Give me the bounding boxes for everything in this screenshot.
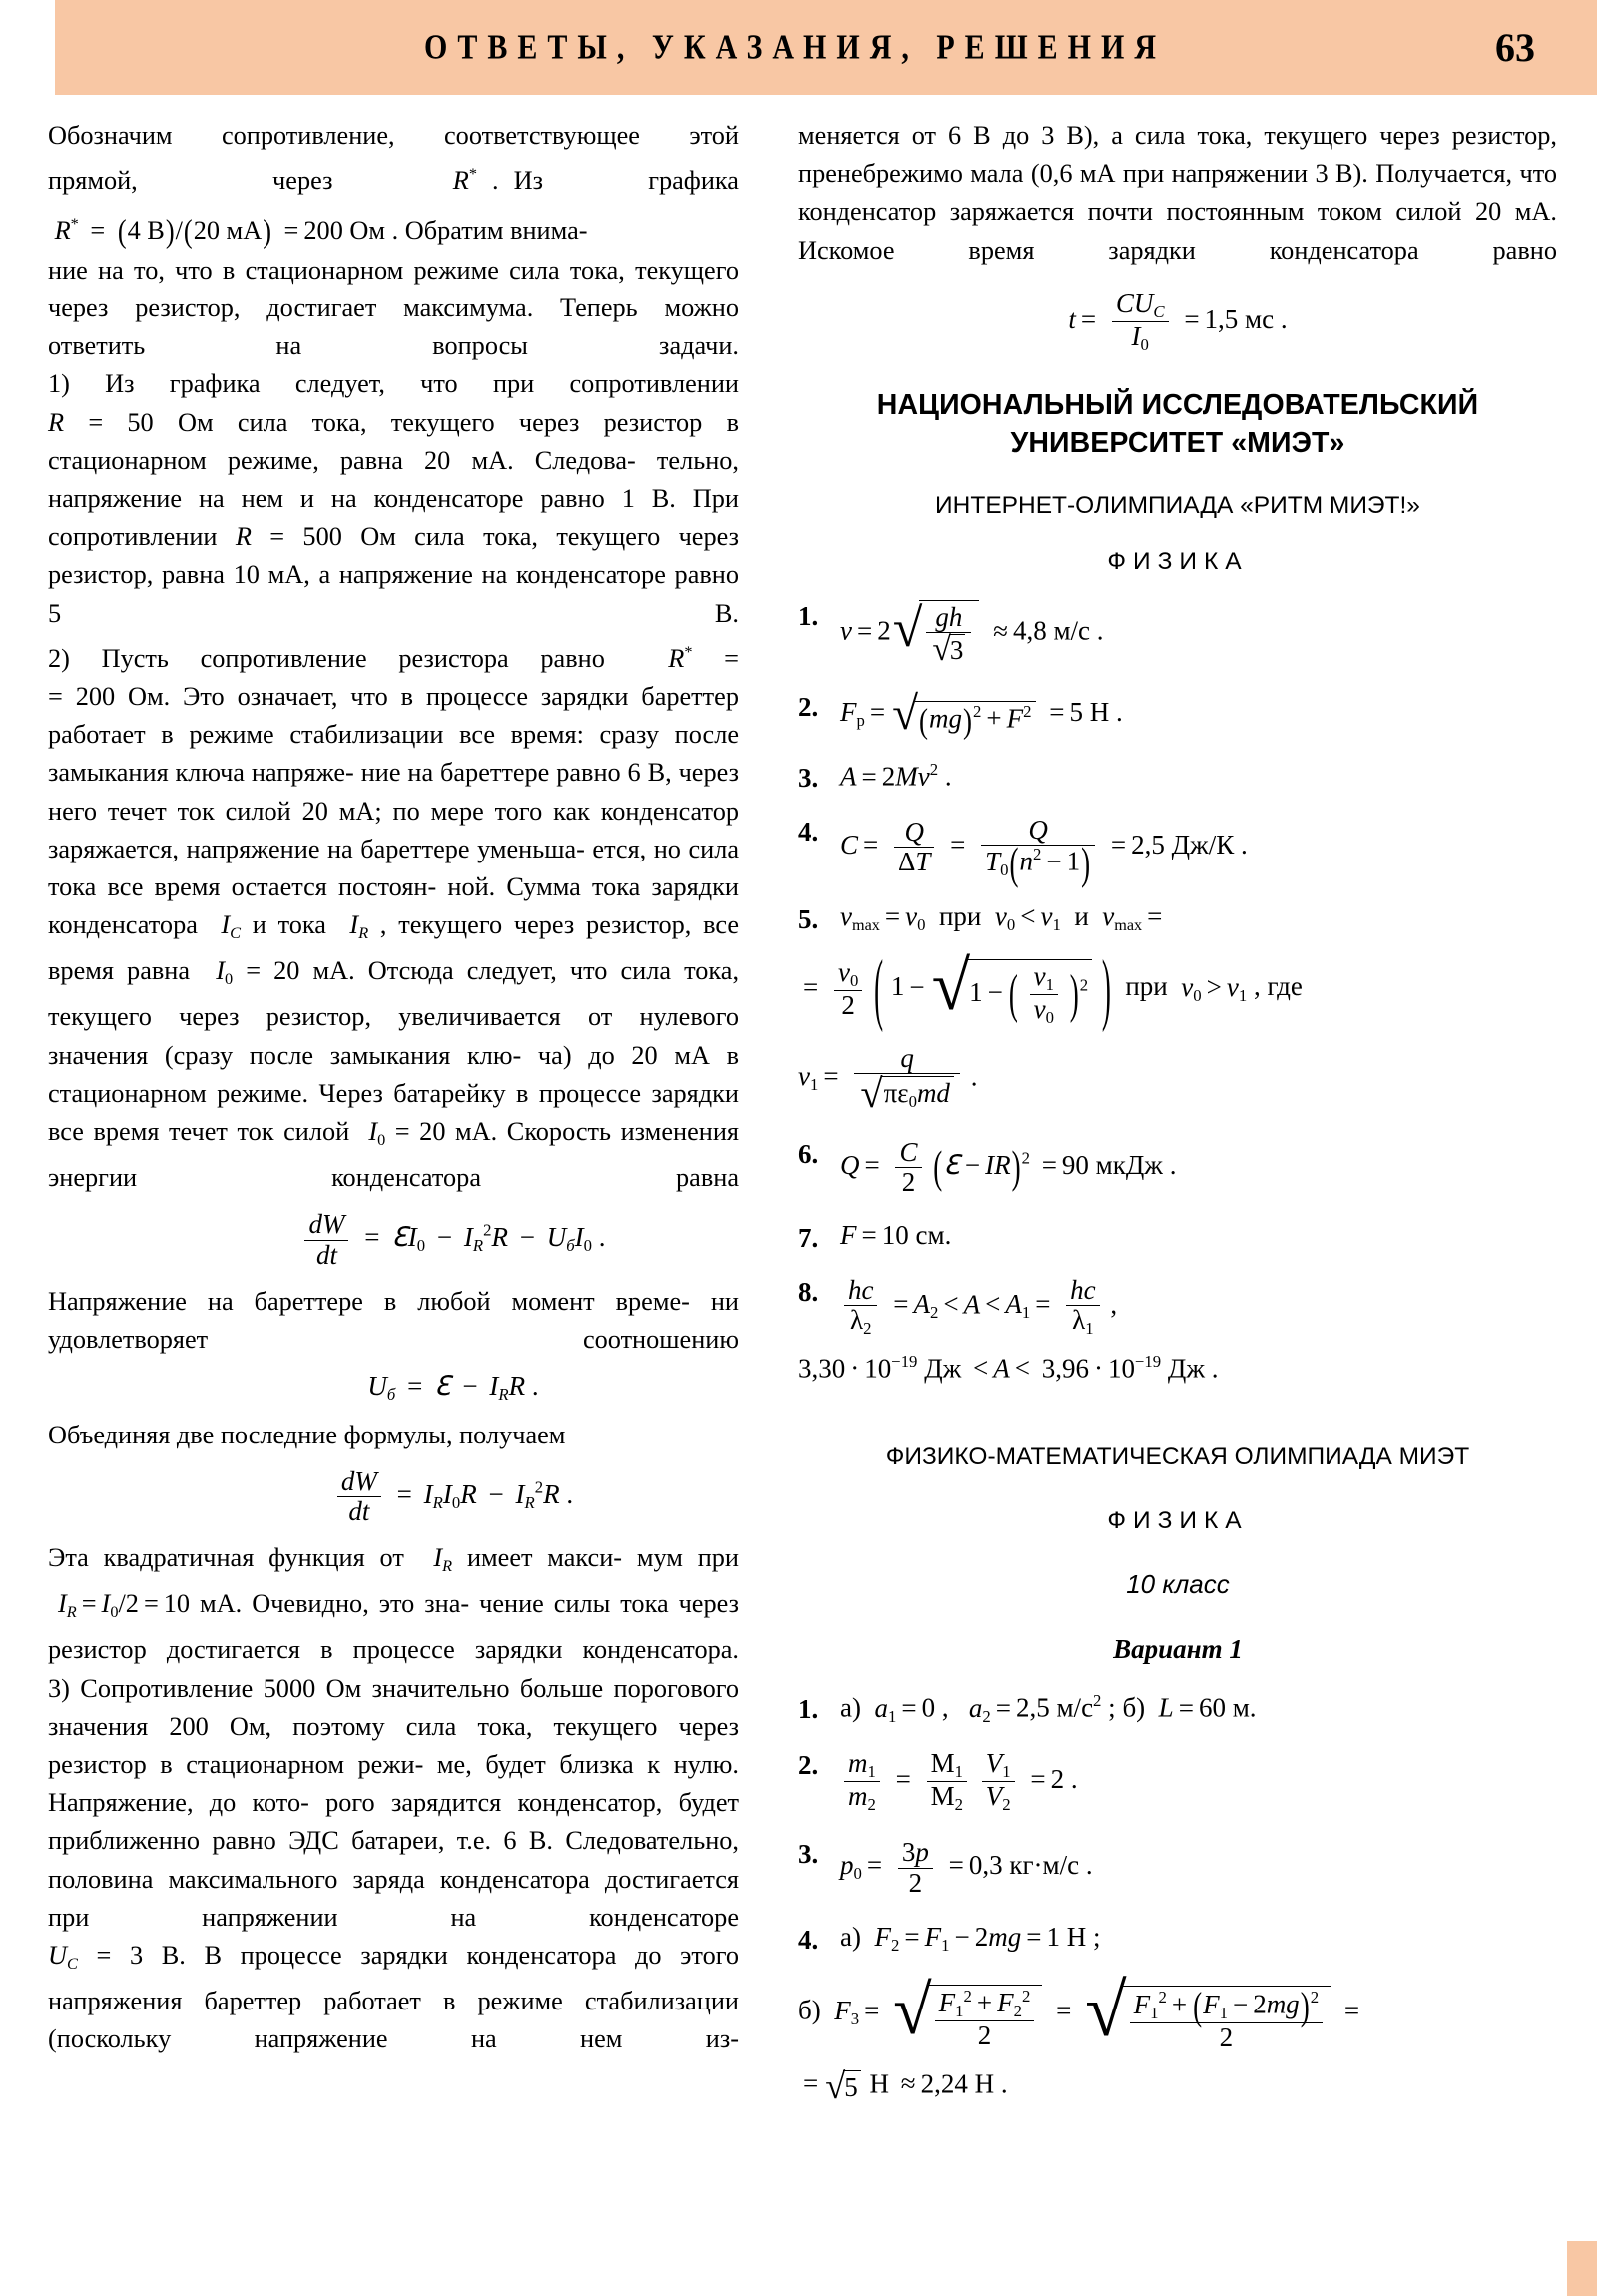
right-column bbox=[789, 95, 1597, 2296]
item2-body-b: и тока bbox=[252, 910, 326, 940]
intro-text-a: Обозначим сопротивление, соответствующее этой bbox=[48, 121, 739, 150]
exp-lo: −19 bbox=[891, 1351, 918, 1371]
answer2-body-1: а) $a_1 = 0$ , $a_2 = 2,5$ $м/с^2$ ; б) L = 60 м. bbox=[840, 1691, 1257, 1726]
answer2-item-4 bbox=[798, 1922, 1557, 1955]
val-v1: 4,8 bbox=[1012, 615, 1047, 646]
intro-text-e: графика bbox=[648, 166, 739, 196]
equation-U-b: $U_б$ = ℇ − $I_RR$ . bbox=[367, 1371, 539, 1405]
paragraph-item3 bbox=[48, 1670, 739, 2059]
unit-ms: мс bbox=[1245, 303, 1275, 334]
math-I-0-b: $I_0$ bbox=[368, 1117, 386, 1149]
answer-item-8 bbox=[798, 1274, 1557, 1338]
fraction-dW-dt: $\frac{dW}{dt}$ bbox=[304, 1210, 348, 1269]
paragraph-right-intro: меняется от 6 В до 3 В), а сила тока, текущего через резистор, пренебрежимо мала (0,6 мА при напряжении 3 В). Получается, что конденсатор заряжается почти постоянным током силой 20 мА. Искомое время зарядки конденсатора равно bbox=[798, 121, 1557, 265]
answer-8-continuation: $3,30 \cdot 10^{-19}$ Дж < $A < 3,96 \cdot 10^{-19}$ Дж . bbox=[798, 1351, 1219, 1384]
page-number: 63 bbox=[1495, 25, 1535, 70]
answer-index-4: 4. bbox=[798, 817, 819, 848]
answer-body-5: $v_{max} = v_0$ при $v_0 < v_1$ и $v_{max}$ = bbox=[840, 900, 1163, 934]
left-column bbox=[0, 95, 789, 2296]
paren-open-2: ( bbox=[183, 213, 193, 250]
val-q6: 90 bbox=[1061, 1150, 1089, 1181]
math-I-R: $I_R$ bbox=[349, 910, 369, 943]
answer2-body-3: $p_0$ = $\frac{3p}{2}$ = 0,3 кг·м/с . bbox=[840, 1837, 1093, 1898]
sqrt-F1F2-over2: √ $\frac{F_1^2 + F_2^2}{2}$ bbox=[893, 1976, 1042, 2050]
unit-joule-2: Дж bbox=[1167, 1353, 1205, 1384]
math-R-star-2: R* bbox=[54, 213, 79, 245]
answer-body-8: $\frac{hc}{\lambda_2}$ = $A_2 < A < A_1$ = $\frac{hc}{\lambda_1}$ , bbox=[840, 1274, 1117, 1338]
unit-kg-m-s: кг·м/с bbox=[1009, 1850, 1080, 1881]
unit-newton-2: Н bbox=[1089, 696, 1110, 727]
answer-5-v1-definition: $v_1$ = $\frac{q}{√\pi\varepsilon_0md}$ . bbox=[798, 1042, 978, 1116]
item1-lead: 1) Из графика следует, что при сопротивлении bbox=[48, 369, 739, 399]
subject-heading-1: ФИЗИКА bbox=[1107, 547, 1249, 575]
intro-text-c: через bbox=[272, 166, 333, 196]
answer-index-7: 7. bbox=[798, 1222, 819, 1253]
val-f4a: 1 bbox=[1046, 1921, 1060, 1952]
math-R-star-3: R* bbox=[668, 641, 693, 673]
math-R-star: R* bbox=[452, 164, 477, 196]
sqrt-1-minus-ratio: √1 − ( $\frac{v_1}{v_0}$ )$^2$ bbox=[932, 951, 1093, 1027]
item1-body-b: = 500 Ом сила тока, текущего через резистор, равна 10 мА, а напряжение на конденсаторе равно 5 В. bbox=[48, 522, 740, 628]
paragraph-quadratic: Эта квадратичная функция от $I_R$ имеет макси- мум при $I_R = I_0/2 = 10$ мА. Очевидно, это зна- чение силы тока через резистор достигается в процессе зарядки конденсатора. bbox=[48, 1543, 740, 1665]
item3-b: = 3 В. В процессе зарядки конденсатора до этого напряжения бареттер работает в режиме стабилизации (поскольку напряжение на нем из- bbox=[48, 1940, 739, 2054]
math-I-C: $I_C$ bbox=[221, 910, 242, 943]
val-c4: 2,5 bbox=[1131, 830, 1165, 861]
olympiad-subtitle-1: ИНТЕРНЕТ-ОЛИМПИАДА «РИТМ МИЭТ!» bbox=[935, 491, 1420, 519]
unit-meter: м bbox=[1232, 1692, 1250, 1723]
paragraph-Rstar-formula: R* = (4 В)/(20 мА) = 200 Ом . Обратим внима- bbox=[48, 205, 739, 252]
answer-body-3: $A = 2Mv^2$ . bbox=[840, 760, 952, 792]
sqrt-F1-expanded-over2: √ $\frac{F_1^2 + (F_1 - 2mg)^2}{2}$ bbox=[1085, 1974, 1331, 2052]
item1-body-a: = 50 Ом сила тока, текущего через резистор в стационарном режиме, равна 20 мА. Следова- тельно, напряжение на нем и на конденсаторе равно 1 В. При сопротивлении bbox=[48, 407, 739, 552]
body-two-column-layout bbox=[0, 95, 1597, 2296]
val-a1: 0 bbox=[921, 1692, 936, 1723]
answer-index-6: 6. bbox=[798, 1139, 819, 1170]
answer-index-8: 8. bbox=[798, 1276, 819, 1307]
subject-heading-2: ФИЗИКА bbox=[1107, 1507, 1249, 1535]
quad-c: мА. Очевидно, это зна- чение силы тока через резистор достигается в процессе зарядки конденсатора. bbox=[48, 1589, 740, 1665]
item2-body-a: = 200 Ом. Это означает, что в процессе зарядки бареттер работает в режиме стабилизации все время: сразу после замыкания ключа напряже- ние на бареттере равно 6 В, через него течет ток силой 20 мА; по мере того как конденсатор заряжается, напряжение на бареттере уменьша- ется, но сила тока все время остается постоян- ной. Сумма тока зарядки конденсатора bbox=[48, 682, 739, 940]
answer2-4b-result: = √5 Н ≈ 2,24 Н . bbox=[803, 2065, 1008, 2106]
sub-label-b-1: б) bbox=[1122, 1692, 1146, 1723]
page-title: ОТВЕТЫ, УКАЗАНИЯ, РЕШЕНИЯ bbox=[424, 27, 1166, 67]
val-p0: 0,3 bbox=[968, 1850, 1003, 1881]
intro-text-d: . Из bbox=[492, 166, 543, 196]
val-e8lo: 3,30 bbox=[798, 1353, 846, 1384]
paren-close: ) bbox=[165, 213, 175, 250]
item2-lead: 2) Пусть сопротивление резистора равно bbox=[48, 643, 605, 673]
answer-body-6: Q = $\frac{C}{2}$ (ℇ − IR)$^2$ = 90 мкДж . bbox=[840, 1137, 1177, 1198]
fraction-CU-I0: $\frac{CU_C}{I_0}$ bbox=[1112, 289, 1169, 354]
val-f7: 10 bbox=[881, 1219, 909, 1250]
unit-m-s: м/с bbox=[1053, 615, 1091, 646]
paragraph-Rstar-tail: . Обратим внима- bbox=[391, 215, 588, 245]
answer-item-2 bbox=[798, 687, 1557, 741]
word-pri-2: при bbox=[1125, 971, 1168, 1002]
math-emf-3: ℇ bbox=[943, 1150, 960, 1181]
val-a2: 2,5 bbox=[1015, 1692, 1050, 1723]
variant-label: Вариант 1 bbox=[1113, 1634, 1243, 1665]
unit-newton-4c: Н bbox=[974, 2068, 995, 2099]
page-header-banner bbox=[55, 0, 1597, 95]
paragraph-intro bbox=[48, 117, 739, 155]
answer2-index-1: 1. bbox=[798, 1694, 819, 1725]
val-charge-time: 1,5 bbox=[1204, 303, 1239, 334]
answer2-index-2: 2. bbox=[798, 1750, 819, 1781]
item3-a: 3) Сопротивление 5000 Ом значительно больше порогового значения 200 Ом, поэтому сила тока, текущего через резистор в стационарном режи- ме, будет близка к нулю. Напряжение, до кото- рого зарядится конденсатор, будет приближенно равно ЭДС батареи, т.е. 6 В. Следовательно, половина максимального заряда конденсатора достигается при напряжении на конденсаторе bbox=[48, 1673, 739, 1932]
answer-item-4 bbox=[798, 814, 1557, 888]
item2-body-e: = 20 мА. Скорость изменения энергии конденсатора равна bbox=[48, 1117, 739, 1193]
paren-open: ( bbox=[117, 213, 127, 250]
item2-body-c: , текущего через резистор, все время равна bbox=[48, 910, 740, 986]
intro-text-b: прямой, bbox=[48, 166, 138, 196]
equation-dW-dt-2: $\frac{dW}{dt}$ = $I_RI_0R - I_R^2R$ . bbox=[48, 1467, 739, 1526]
answer-body-1: v = 2√ $\frac{gh}{√3}$ ≈ 4,8 м/с . bbox=[840, 598, 1104, 669]
olympiad-subtitle-2: ФИЗИКО-МАТЕМАТИЧЕСКАЯ ОЛИМПИАДА МИЭТ bbox=[885, 1443, 1470, 1471]
math-emf-2: ℇ bbox=[434, 1371, 451, 1402]
answer2-item-1 bbox=[798, 1691, 1557, 1725]
answer2-item-2 bbox=[798, 1747, 1557, 1814]
answer-body-4: C = $\frac{Q}{\Delta T}$ = $\frac{Q}{T_0(n^2 - 1)}$ = 2,5 Дж/К . bbox=[840, 815, 1248, 888]
math-R-1: R bbox=[48, 407, 65, 437]
val-f4b: 2,24 bbox=[920, 2068, 968, 2099]
sub-label-a-4: а) bbox=[840, 1921, 861, 1952]
math-R-2: R bbox=[235, 522, 252, 552]
quad-a: Эта квадратичная функция от bbox=[48, 1543, 404, 1573]
answer2-4b: б) $F_3$ = √ $\frac{F_1^2 + F_2^2}{2}$ = √ $\frac{F_1^2 + (F_1 - 2mg)^2}{2}$ = bbox=[798, 1970, 1360, 2053]
fraction-dW-dt-2: $\frac{dW}{dt}$ bbox=[337, 1467, 381, 1526]
answer2-body-2: $\frac{m_1}{m_2}$ = $\frac{М_1}{М_2}$ $\frac{V_1}{V_2}$ = 2 . bbox=[840, 1747, 1078, 1814]
val-f2: 5 bbox=[1069, 696, 1084, 727]
item2-body-d: = 20 мА. Отсюда следует, что сила тока, текущего через резистор, увеличивается от нулевого значения (сразу после замыкания клю- ча) до 20 мА в стационарном режиме. Через батарейку в процессе зарядки все время течет ток силой bbox=[48, 956, 740, 1147]
answer-index-2: 2. bbox=[798, 691, 819, 722]
unit-newton-4a: Н bbox=[1066, 1921, 1087, 1952]
paragraph-item1-body bbox=[48, 404, 739, 633]
answer-index-1: 1. bbox=[798, 600, 819, 631]
unit-newton-4b: Н bbox=[869, 2068, 889, 2099]
paragraph-stationary: ние на то, что в стационарном режиме сила тока, текущего через резистор, достигает максимума. Теперь можно ответить на вопросы задачи. bbox=[48, 255, 739, 361]
answer2-item-3 bbox=[798, 1836, 1557, 1897]
unit-joule-1: Дж bbox=[924, 1353, 962, 1384]
answer-item-3 bbox=[798, 760, 1557, 792]
math-I-0: $I_0$ bbox=[216, 956, 234, 989]
sqrt-gh-over-root3: √ $\frac{gh}{√3}$ bbox=[893, 600, 980, 667]
sub-label-b-4: б) bbox=[798, 1995, 821, 2025]
math-U-C: $U_C$ bbox=[48, 1940, 78, 1973]
unit-cm: см bbox=[915, 1219, 945, 1250]
answer-body-2: $F_р = √(mg)^2 + F^2 = 5$ Н . bbox=[840, 687, 1123, 741]
val-e8hi: 3,96 bbox=[1041, 1353, 1089, 1384]
paragraph-combine: Объединяя две последние формулы, получаем bbox=[48, 1420, 566, 1449]
sqrt-mg2-F2: $√(mg)^2 + F^2$ bbox=[892, 691, 1035, 738]
equation-charge-time: t = $\frac{CU_C}{I_0}$ = 1,5 мс . bbox=[1068, 287, 1288, 354]
sub-label-a-1: а) bbox=[840, 1692, 861, 1723]
quad-b: имеет макси- мум при bbox=[466, 1543, 739, 1573]
item2-eq: = bbox=[724, 643, 740, 673]
answer-index-5: 5. bbox=[798, 903, 819, 934]
equation-dW-dt-1: $\frac{dW}{dt}$ = ℇI$_0$ − $I_R^2R - U_бI_0$ . bbox=[48, 1210, 739, 1269]
answer-item-5 bbox=[798, 901, 1557, 934]
answer2-index-3: 3. bbox=[798, 1839, 819, 1870]
math-I-R-2: $I_R$ bbox=[433, 1543, 453, 1576]
org-title-line2: УНИВЕРСИТЕТ «МИЭТ» bbox=[1010, 426, 1345, 459]
word-gde: где bbox=[1267, 971, 1303, 1002]
answer-5-continuation: = $\frac{v_0}{2}$ ( 1 −√1 − ( $\frac{v_1}{v_0}$ )$^2$ ) при $v_0 > v_1$ , где bbox=[803, 943, 1303, 1034]
answer2-body-4: а) $F_2 = F_1 - 2mg = 1$ Н ; bbox=[840, 1921, 1101, 1955]
paragraph-item1-head bbox=[48, 365, 739, 403]
math-emf: ℇ bbox=[391, 1222, 408, 1253]
paragraph-intro-2 bbox=[48, 155, 739, 200]
answer-item-1 bbox=[798, 598, 1557, 667]
word-pri-1: при bbox=[938, 900, 982, 931]
class-label: 10 класс bbox=[1126, 1569, 1230, 1600]
answer-body-7: F = 10 см. bbox=[840, 1219, 952, 1250]
answer-item-7 bbox=[798, 1220, 1557, 1252]
paren-close-2: ) bbox=[263, 213, 271, 250]
paragraph-item2-body bbox=[48, 678, 739, 1197]
paragraph-item2-head bbox=[48, 633, 739, 678]
exp-hi: −19 bbox=[1134, 1351, 1162, 1371]
answer-index-3: 3. bbox=[798, 763, 819, 794]
val-ratio2: 2 bbox=[1050, 1764, 1065, 1795]
unit-j-per-k: Дж/К bbox=[1171, 830, 1235, 861]
word-i: и bbox=[1074, 900, 1089, 931]
paragraph-barretter-voltage: Напряжение на бареттере в любой момент време- ни удовлетворяет соотношению bbox=[48, 1286, 739, 1354]
organization-title bbox=[798, 386, 1557, 462]
unit-mkj: мкДж bbox=[1095, 1150, 1163, 1181]
answer-item-6 bbox=[798, 1136, 1557, 1197]
answer2-index-4: 4. bbox=[798, 1924, 819, 1955]
val-L: 60 bbox=[1198, 1692, 1226, 1723]
org-title-line1: НАЦИОНАЛЬНЫЙ ИССЛЕДОВАТЕЛЬСКИЙ bbox=[876, 388, 1479, 421]
